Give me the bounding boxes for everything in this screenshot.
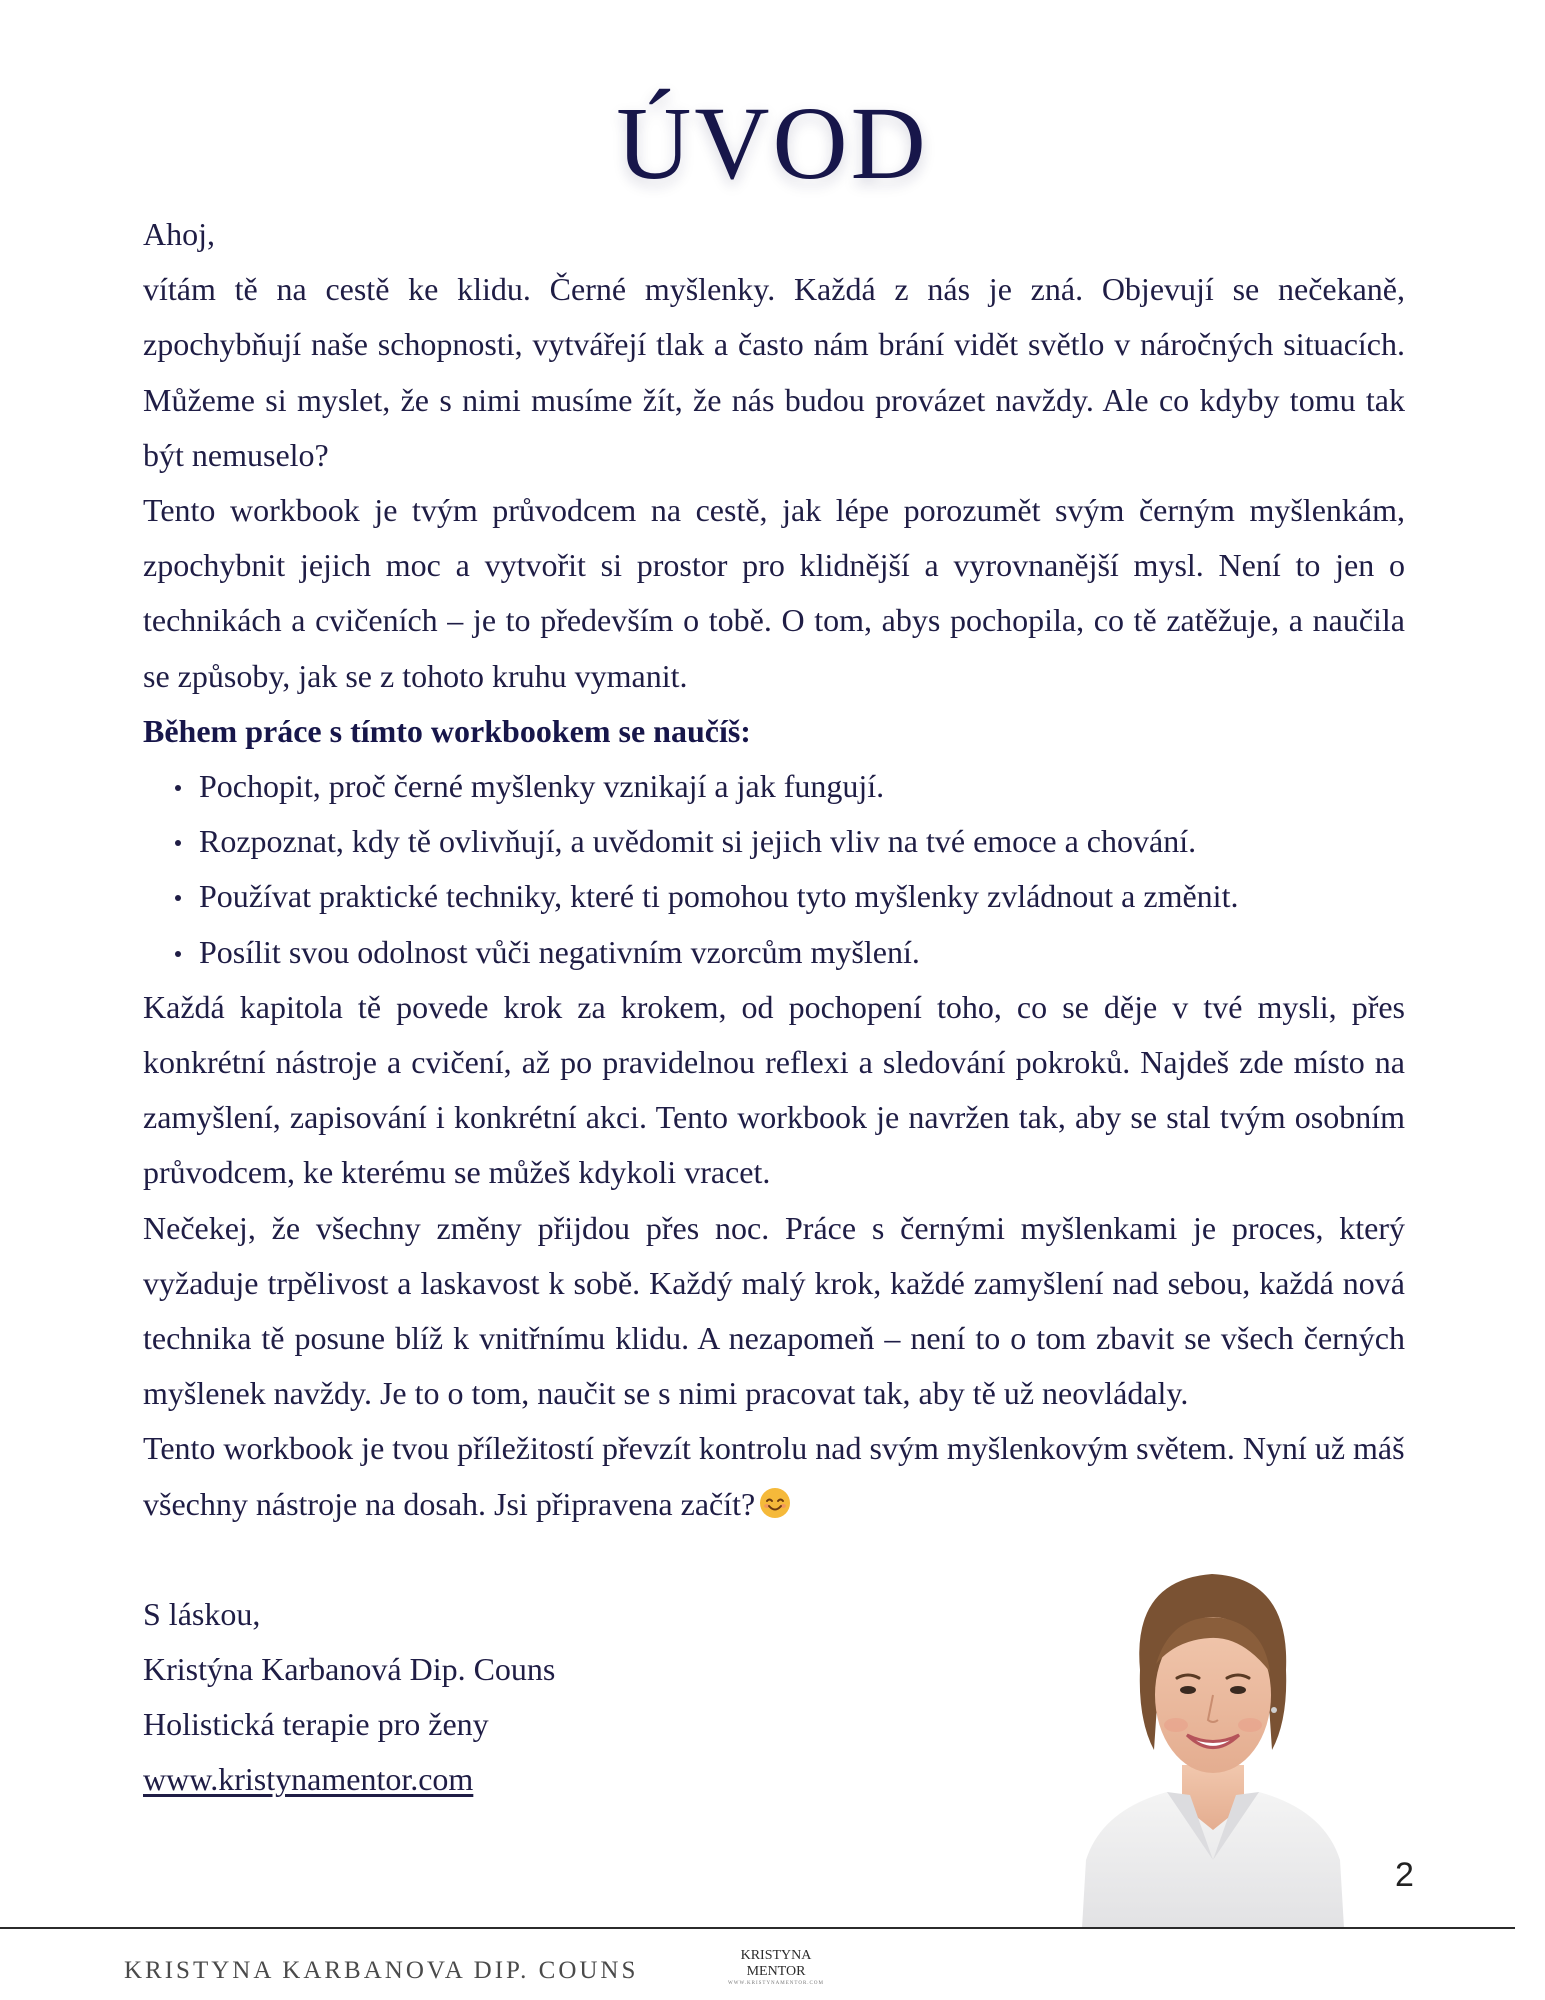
signature-name: Kristýna Karbanová Dip. Couns	[143, 1651, 556, 1688]
paragraph-3: Každá kapitola tě povede krok za krokem, od pochopení toho, co se děje v tvé mysli, přes konkrétní nástroje a cvičení, až po pravidelnou reflexi a sledování pokroků. Najdeš zde místo na zamyšlení, zapisování i konkrétní akci. Tento workbook je navržen tak, aby se stal tvým osobním průvodcem, ke kterému se můžeš kdykoli vracet.	[143, 988, 1405, 1191]
signature-closing: S láskou,	[143, 1595, 261, 1632]
brand-logo	[716, 1948, 836, 1988]
smiling-face-icon	[759, 1487, 791, 1519]
footer-author: KRISTYNA KARBANOVA DIP. COUNS	[124, 1957, 639, 1984]
greeting: Ahoj,	[143, 216, 215, 252]
learning-list	[143, 759, 1405, 980]
website-link[interactable]: www.kristynamentor.com	[143, 1761, 474, 1798]
page-number: 2	[1395, 1856, 1414, 1894]
logo-line-1: KRISTYNA	[740, 1948, 812, 1963]
author-photo	[1072, 1560, 1354, 1928]
footer-divider	[0, 1927, 1515, 1929]
paragraph-1: vítám tě na cestě ke klidu. Černé myšlenky. Každá z nás je zná. Objevují se nečekaně, zpochybňují naše schopnosti, vytvářejí tlak a často nám brání vidět světlo v náročných situacích. Můžeme si myslet, že s nimi musíme žít, že nás budou provázet navždy. Ale co kdyby tomu tak být nemuselo?	[143, 271, 1405, 473]
page-title: ÚVOD	[616, 86, 929, 201]
signature-tagline: Holistická terapie pro ženy	[143, 1706, 489, 1743]
logo-line-2: MENTOR	[746, 1964, 806, 1979]
logo-line-3: WWW.KRISTYNAMENTOR.COM	[728, 1981, 824, 1986]
paragraph-5-wrap	[143, 1421, 1405, 1531]
list-item: Rozpoznat, kdy tě ovlivňují, a uvědomit si jejich vliv na tvé emoce a chování.	[199, 814, 1405, 869]
list-item: Pochopit, proč černé myšlenky vznikají a jak fungují.	[199, 759, 1405, 814]
paragraph-2: Tento workbook je tvým průvodcem na cestě, jak lépe porozumět svým černým myšlenkám, zpochybnit jejich moc a vytvořit si prostor pro klidnější a vyrovnanější mysl. Není to jen o technikách a cvičeních – je to především o tobě. O tom, abys pochopila, co tě zatěžuje, a naučila se způsoby, jak se z tohoto kruhu vymanit.	[143, 492, 1405, 694]
list-item: Používat praktické techniky, které ti pomohou tyto myšlenky zvládnout a změnit.	[199, 869, 1405, 924]
paragraph-4: Nečekej, že všechny změny přijdou přes noc. Práce s černými myšlenkami je proces, který vyžaduje trpělivost a laskavost k sobě. Každý malý krok, každé zamyšlení nad sebou, každá nová technika tě posune blíž k vnitřnímu klidu. A nezapomeň – není to o tom zbavit se všech černých myšlenek navždy. Je to o tom, naučit se s nimi pracovat tak, aby tě už neovládaly.	[143, 1209, 1405, 1412]
list-item: Posílit svou odolnost vůči negativním vzorcům myšlení.	[199, 925, 1405, 980]
paragraph-5: Tento workbook je tvou příležitostí převzít kontrolu nad svým myšlenkovým světem. Nyní už máš všechny nástroje na dosah. Jsi připravena začít?	[143, 1430, 1405, 1522]
list-heading: Během práce s tímto workbookem se naučíš:	[143, 712, 751, 749]
